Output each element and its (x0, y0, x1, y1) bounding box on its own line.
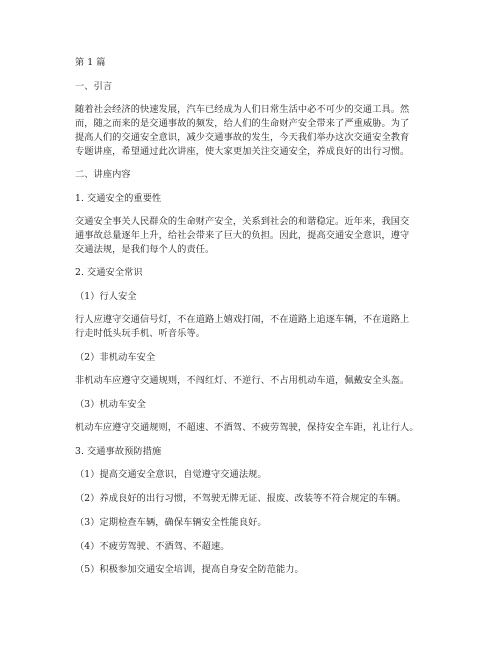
measure-item: （1）提高交通安全意识，自觉遵守交通法规。 (75, 469, 267, 480)
non-motor-paragraph: 非机动车应遵守交通规则，不闯红灯、不逆行、不占用机动车道，佩戴安全头盔。 (75, 375, 410, 386)
intro-paragraph-line: 提高人们的交通安全意识，减少交通事故的发生，今天我们举办这次交通安全教育 (75, 132, 410, 143)
item-heading-prevention: 3. 交通事故预防措施 (75, 446, 162, 457)
part-label: 第 1 篇 (75, 57, 106, 68)
section-heading-content: 二、讲座内容 (75, 169, 131, 180)
importance-paragraph-line: 通事故总量逐年上升，给社会带来了巨大的负担。因此，提高交通安全意识，遵守 (75, 230, 410, 241)
section-heading-intro: 一、引言 (75, 81, 113, 92)
importance-paragraph-line: 交通法规，是我们每个人的责任。 (75, 244, 215, 255)
intro-paragraph-line: 专题讲座，希望通过此次讲座，使大家更加关注交通安全，养成良好的出行习惯。 (75, 146, 410, 157)
sub-heading-motor: （3）机动车安全 (75, 399, 146, 410)
measure-item: （4）不疲劳驾驶、不酒驾、不超速。 (75, 541, 230, 552)
measure-item: （5）积极参加交通安全培训，提高自身安全防范能力。 (75, 564, 304, 575)
pedestrian-paragraph-line: 行走时低头玩手机、听音乐等。 (75, 328, 206, 339)
sub-heading-non-motor: （2）非机动车安全 (75, 352, 156, 363)
importance-paragraph-line: 交通安全事关人民群众的生命财产安全，关系到社会的和谐稳定。近年来，我国交 (75, 216, 410, 227)
pedestrian-paragraph-line: 行人应遵守交通信号灯，不在道路上嬉戏打闹，不在道路上追逐车辆，不在道路上 (75, 314, 410, 325)
motor-paragraph: 机动车应遵守交通规则，不超速、不酒驾、不疲劳驾驶，保持安全车距，礼让行人。 (75, 422, 419, 433)
intro-paragraph-line: 而，随之而来的是交通事故的频发，给人们的生命财产安全带来了严重威胁。为了 (75, 118, 410, 129)
intro-paragraph-line: 随着社会经济的快速发展，汽车已经成为人们日常生活中必不可少的交通工具。然 (75, 104, 410, 115)
item-heading-common-sense: 2. 交通安全常识 (75, 267, 143, 278)
item-heading-importance: 1. 交通安全的重要性 (75, 193, 162, 204)
measure-item: （3）定期检查车辆，确保车辆安全性能良好。 (75, 517, 267, 528)
sub-heading-pedestrian: （1）行人安全 (75, 291, 137, 302)
measure-item: （2）养成良好的出行习惯，不驾驶无牌无证、报废、改装等不符合规定的车辆。 (75, 493, 407, 504)
